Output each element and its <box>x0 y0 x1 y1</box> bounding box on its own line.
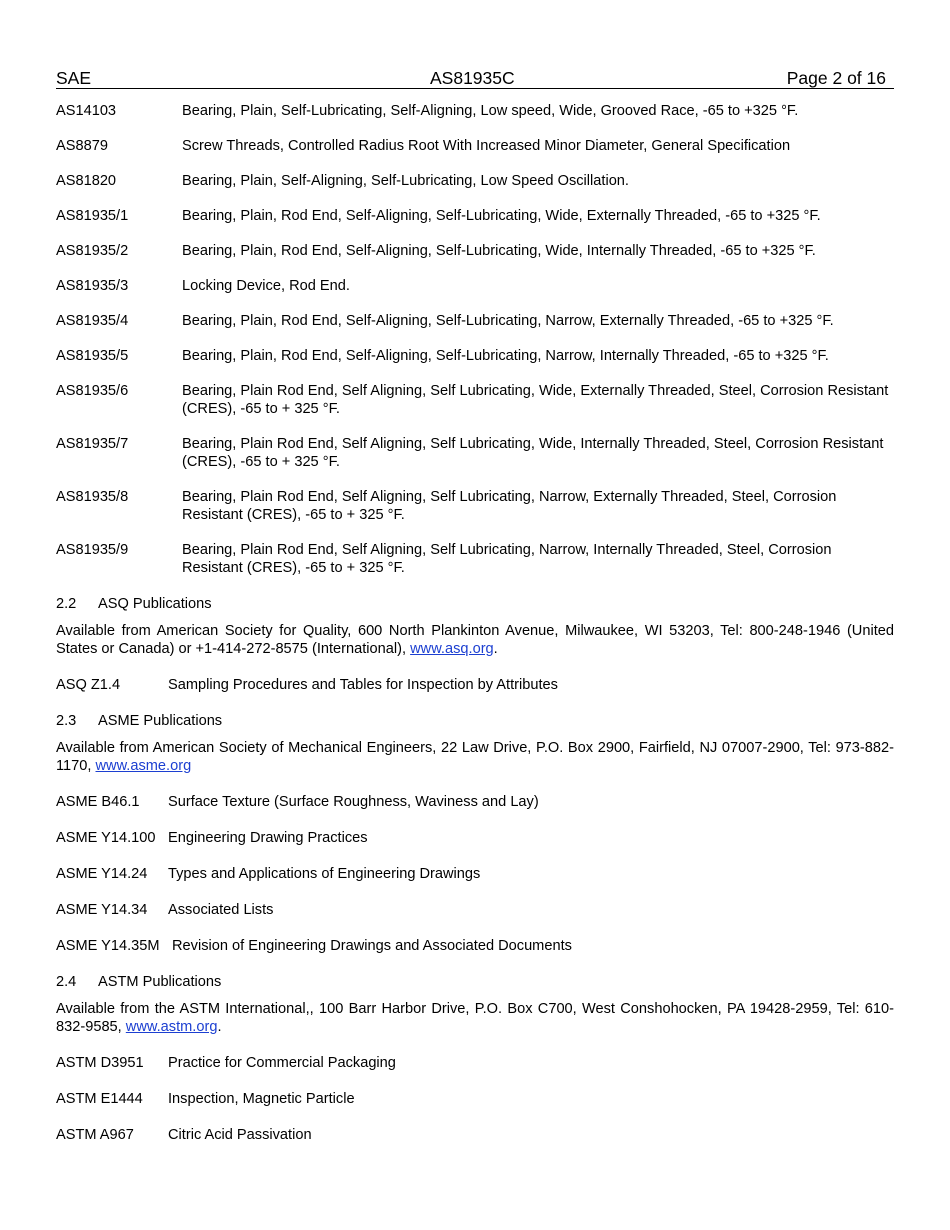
paragraph-text: Available from American Society of Mechanical Engineers, 22 Law Drive, P.O. Box 2900, Fairfield, NJ 07007-2900, Tel: 973-882-1170, <box>56 740 894 774</box>
reference-entry <box>56 277 894 295</box>
document-page <box>56 68 894 1144</box>
reference-entry <box>56 172 894 190</box>
paragraph-end: . <box>493 641 498 657</box>
section-heading-astm <box>56 973 894 991</box>
reference-code: ASME Y14.100 <box>56 830 156 846</box>
reference-code: AS81935/4 <box>56 313 129 329</box>
reference-code: AS8879 <box>56 138 108 154</box>
reference-entry <box>56 1090 894 1108</box>
astm-availability-paragraph <box>56 1000 894 1036</box>
header-org: SAE <box>56 68 92 88</box>
reference-title: Bearing, Plain, Self-Aligning, Self-Lubricating, Low Speed Oscillation. <box>182 173 629 189</box>
reference-title: Screw Threads, Controlled Radius Root With Increased Minor Diameter, General Specification <box>182 138 791 154</box>
reference-code: AS81935/3 <box>56 278 129 294</box>
reference-entry <box>56 312 894 330</box>
reference-entry <box>56 541 894 577</box>
reference-title: Practice for Commercial Packaging <box>168 1055 396 1071</box>
reference-entry <box>56 901 894 919</box>
asme-website-link[interactable]: www.asme.org <box>95 758 192 774</box>
reference-entry <box>56 207 894 225</box>
reference-code: AS81820 <box>56 173 117 189</box>
section-title: ASQ Publications <box>98 596 212 612</box>
reference-entry <box>56 347 894 365</box>
reference-entry <box>56 793 894 811</box>
reference-title: Bearing, Plain, Self-Lubricating, Self-Aligning, Low speed, Wide, Grooved Race, -65 to +325 °F. <box>182 103 799 119</box>
reference-title: Bearing, Plain Rod End, Self Aligning, Self Lubricating, Narrow, Externally Threaded, Steel, Corrosion Resistant (CRES), -65 to + 325 °F. <box>182 489 837 523</box>
reference-entry <box>56 488 894 524</box>
header-doc-number: AS81935C <box>430 68 515 88</box>
reference-code: AS81935/2 <box>56 243 129 259</box>
section-number: 2.3 <box>56 713 77 729</box>
reference-title: Surface Texture (Surface Roughness, Waviness and Lay) <box>168 794 539 810</box>
reference-entry <box>56 435 894 471</box>
reference-title: Bearing, Plain, Rod End, Self-Aligning, Self-Lubricating, Wide, Externally Threaded, -65 to +325 °F. <box>182 208 821 224</box>
reference-title: Associated Lists <box>168 902 274 918</box>
reference-title: Bearing, Plain Rod End, Self Aligning, Self Lubricating, Wide, Internally Threaded, Steel, Corrosion Resistant (CRES), -65 to + 325 °F. <box>182 436 884 470</box>
reference-entry <box>56 1126 894 1144</box>
reference-code: ASTM D3951 <box>56 1055 144 1071</box>
reference-code: ASME Y14.35M <box>56 938 160 954</box>
reference-code: ASME Y14.34 <box>56 902 148 918</box>
reference-title: Sampling Procedures and Tables for Inspection by Attributes <box>168 677 558 693</box>
reference-entry <box>56 137 894 155</box>
reference-code: ASTM E1444 <box>56 1091 143 1107</box>
reference-title: Locking Device, Rod End. <box>182 278 350 294</box>
reference-code: AS81935/7 <box>56 436 129 452</box>
section-title: ASME Publications <box>98 713 223 729</box>
reference-code: AS81935/8 <box>56 489 129 505</box>
asme-availability-paragraph <box>56 739 894 775</box>
reference-code: AS81935/6 <box>56 383 129 399</box>
reference-code: AS81935/5 <box>56 348 129 364</box>
paragraph-end: . <box>217 1019 222 1035</box>
section-title: ASTM Publications <box>98 974 222 990</box>
section-heading-asq <box>56 595 894 613</box>
asq-availability-paragraph <box>56 622 894 658</box>
reference-title: Bearing, Plain Rod End, Self Aligning, Self Lubricating, Narrow, Internally Threaded, Steel, Corrosion Resistant (CRES), -65 to + 325 °F. <box>182 542 832 576</box>
reference-code: ASTM A967 <box>56 1127 134 1143</box>
reference-code: AS81935/1 <box>56 208 129 224</box>
reference-title: Bearing, Plain Rod End, Self Aligning, Self Lubricating, Wide, Externally Threaded, Steel, Corrosion Resistant (CRES), -65 to + 325 °F. <box>182 383 889 417</box>
reference-entry <box>56 242 894 260</box>
reference-title: Bearing, Plain, Rod End, Self-Aligning, Self-Lubricating, Narrow, Externally Threaded, -65 to +325 °F. <box>182 313 834 329</box>
section-number: 2.2 <box>56 596 77 612</box>
section-number: 2.4 <box>56 974 77 990</box>
reference-entry <box>56 829 894 847</box>
reference-entry <box>56 382 894 418</box>
reference-code: AS81935/9 <box>56 542 129 558</box>
paragraph-text: Available from the ASTM International,, 100 Barr Harbor Drive, P.O. Box C700, West Conshohocken, PA 19428-2959, Tel: 610-832-9585, <box>56 1001 894 1035</box>
reference-title: Bearing, Plain, Rod End, Self-Aligning, Self-Lubricating, Narrow, Internally Threaded, -65 to +325 °F. <box>182 348 829 364</box>
asq-website-link[interactable]: www.asq.org <box>410 641 494 657</box>
reference-entry <box>56 865 894 883</box>
reference-entry <box>56 937 894 955</box>
reference-title: Types and Applications of Engineering Drawings <box>168 866 481 882</box>
reference-code: ASME Y14.24 <box>56 866 148 882</box>
reference-entry <box>56 676 894 694</box>
reference-code: ASQ Z1.4 <box>56 677 121 693</box>
reference-title: Citric Acid Passivation <box>168 1127 312 1143</box>
reference-title: Revision of Engineering Drawings and Associated Documents <box>172 938 572 954</box>
reference-entry <box>56 1054 894 1072</box>
astm-website-link[interactable]: www.astm.org <box>125 1019 218 1035</box>
paragraph-text: Available from American Society for Quality, 600 North Plankinton Avenue, Milwaukee, WI 53203, Tel: 800-248-1946 (United States or Canada) or +1-414-272-8575 (International), <box>56 623 894 657</box>
reference-code: AS14103 <box>56 103 117 119</box>
reference-title: Engineering Drawing Practices <box>168 830 368 846</box>
reference-code: ASME B46.1 <box>56 794 140 810</box>
section-heading-asme <box>56 712 894 730</box>
header-page-number: Page 2 of 16 <box>786 68 886 88</box>
reference-title: Inspection, Magnetic Particle <box>168 1091 355 1107</box>
sae-reference-list <box>56 102 894 577</box>
reference-entry <box>56 102 894 120</box>
page-header <box>56 68 894 89</box>
reference-title: Bearing, Plain, Rod End, Self-Aligning, Self-Lubricating, Wide, Internally Threaded, -65 to +325 °F. <box>182 243 816 259</box>
